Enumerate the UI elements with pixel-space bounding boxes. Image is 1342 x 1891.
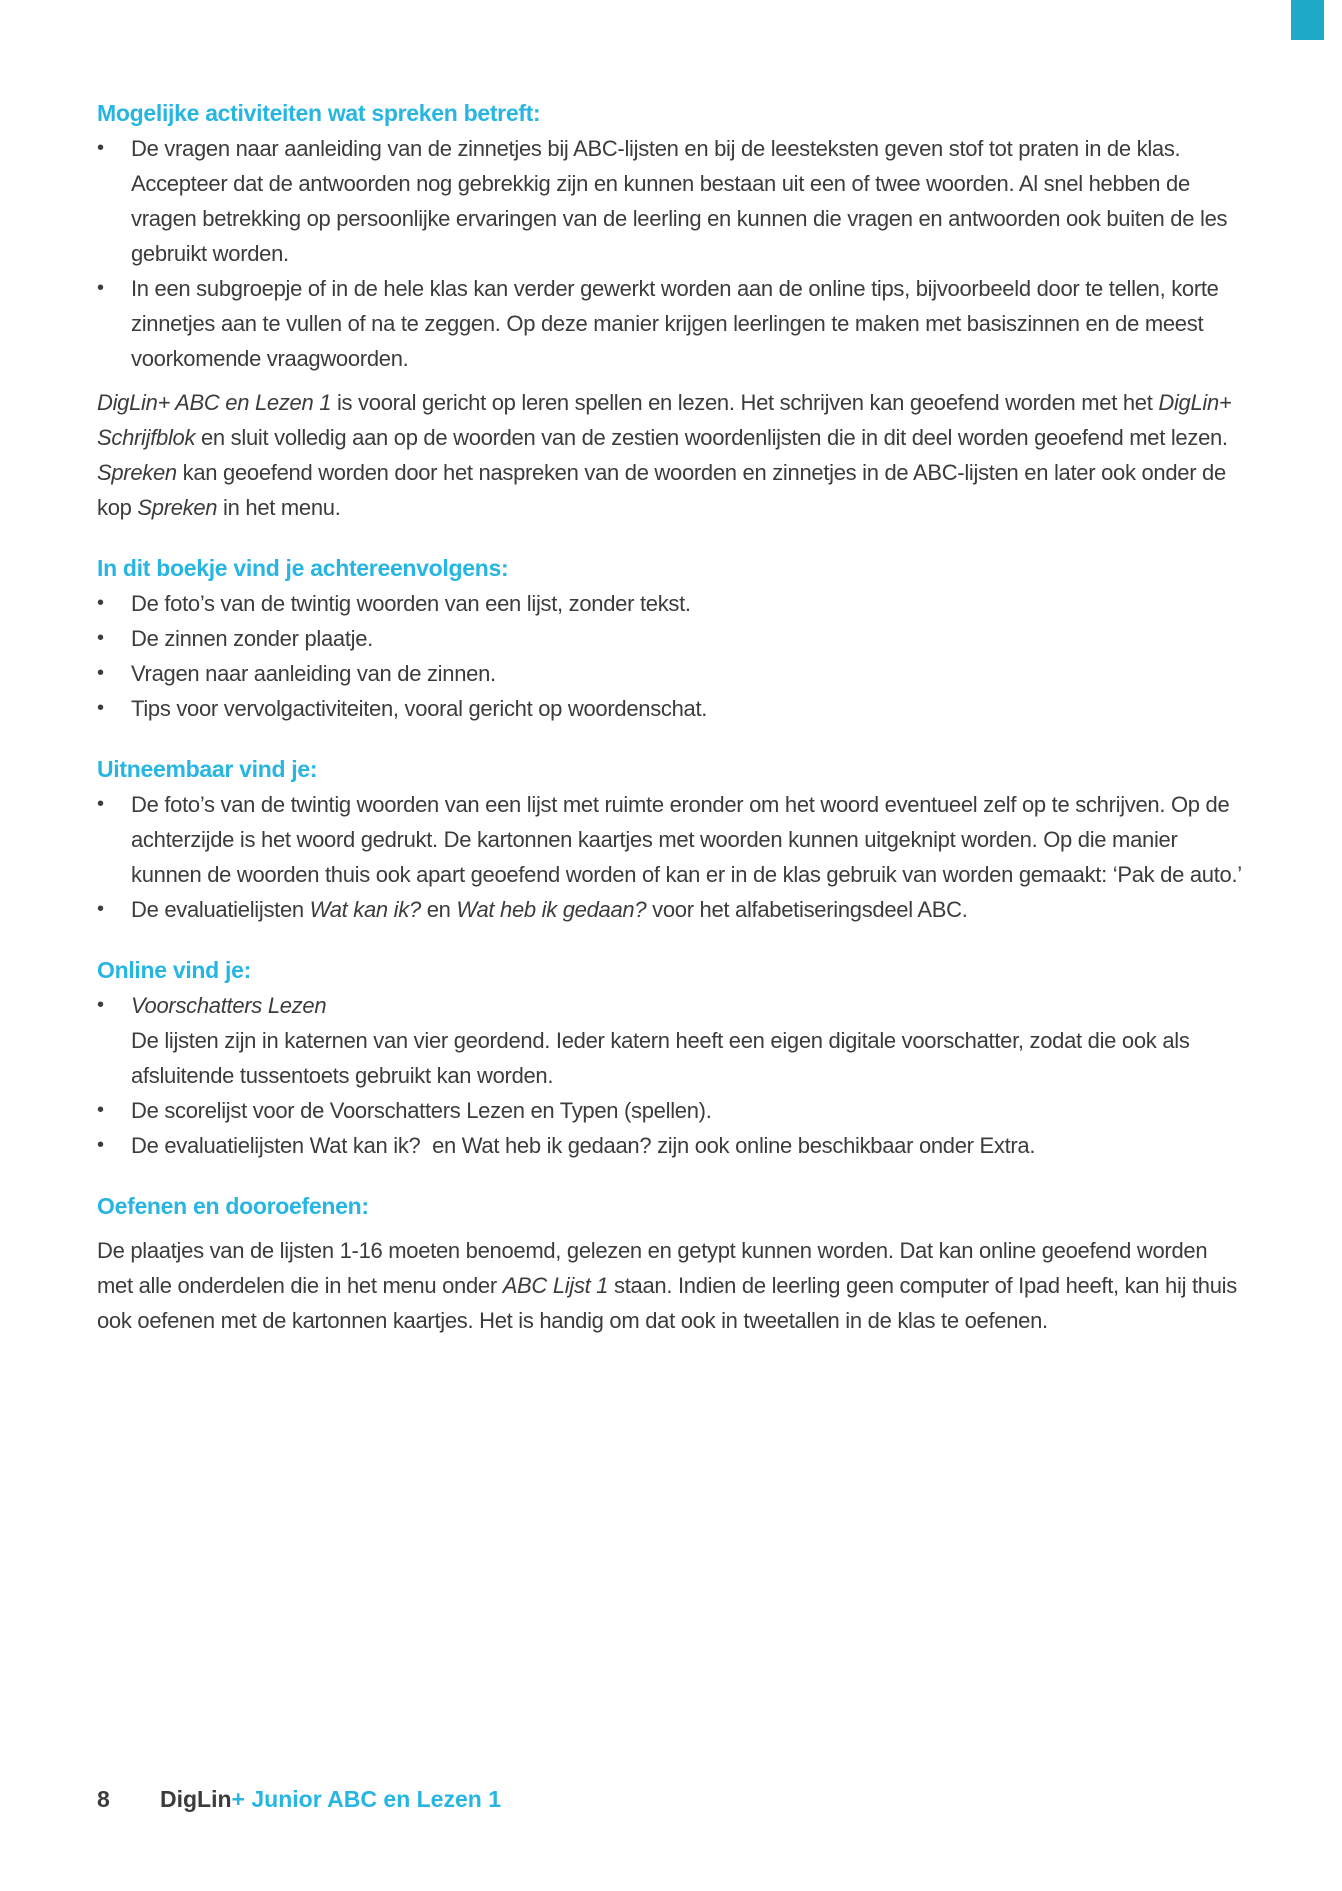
bullet-marker-icon: • bbox=[97, 793, 104, 815]
list-item-text bbox=[131, 271, 1245, 376]
section-heading: Mogelijke activiteiten wat spreken betreft: bbox=[97, 100, 541, 126]
footer-brand-dark: DigLin bbox=[160, 1786, 232, 1812]
list-item bbox=[97, 1093, 1245, 1128]
text-run: en bbox=[420, 897, 457, 922]
list-item-text bbox=[131, 1093, 1245, 1128]
bullet-marker-icon: • bbox=[97, 592, 104, 614]
page-footer bbox=[97, 1782, 501, 1817]
list-item-text bbox=[131, 586, 1245, 621]
bullet-marker-icon: • bbox=[97, 1134, 104, 1156]
paragraph bbox=[97, 385, 1245, 525]
bullet-list bbox=[97, 131, 1245, 376]
text-run: DigLin+ Schrijfblok bbox=[97, 390, 1232, 450]
list-item-text bbox=[131, 1128, 1245, 1163]
text-run: De lijsten zijn in katernen van vier geordend. Ieder katern heeft een eigen digitale voorschatter, zodat die ook als afsluitende tussentoets gebruikt kan worden. bbox=[131, 1028, 1190, 1088]
text-run: DigLin+ ABC en Lezen 1 bbox=[97, 390, 332, 415]
page-content bbox=[97, 96, 1245, 1338]
list-item bbox=[97, 787, 1245, 892]
text-run: De evaluatielijsten bbox=[131, 897, 310, 922]
bullet-list bbox=[97, 586, 1245, 726]
bullet-marker-icon: • bbox=[97, 277, 104, 299]
section-heading: Online vind je: bbox=[97, 957, 251, 983]
list-item bbox=[97, 271, 1245, 376]
bullet-marker-icon: • bbox=[97, 898, 104, 920]
text-run: is vooral gericht op leren spellen en lezen. Het schrijven kan geoefend worden met het bbox=[331, 390, 1159, 415]
footer-brand bbox=[160, 1782, 501, 1817]
text-run: Spreken bbox=[97, 460, 177, 485]
list-item bbox=[97, 988, 1245, 1093]
text-run: Voorschatters Lezen bbox=[131, 993, 327, 1018]
list-item bbox=[97, 621, 1245, 656]
text-run: Wat kan ik? bbox=[309, 897, 421, 922]
page-number: 8 bbox=[97, 1786, 110, 1812]
text-run: De zinnen zonder plaatje. bbox=[131, 626, 373, 651]
text-run: In een subgroepje of in de hele klas kan verder gewerkt worden aan de online tips, bijvoorbeeld door te tellen, korte zinnetjes aan te vullen of na te zeggen. Op deze manier krijgen leerlingen te maken met basiszinnen en de meest voorkomende vraagwoorden. bbox=[131, 276, 1219, 371]
list-item-text bbox=[131, 656, 1245, 691]
text-run: Spreken bbox=[137, 495, 218, 520]
text-run: De scorelijst voor de Voorschatters Lezen en Typen (spellen). bbox=[131, 1098, 712, 1123]
list-item-text bbox=[131, 621, 1245, 656]
section-heading: Uitneembaar vind je: bbox=[97, 756, 318, 782]
list-item-text bbox=[131, 691, 1245, 726]
bullet-list bbox=[97, 787, 1245, 927]
list-item bbox=[97, 1128, 1245, 1163]
list-item bbox=[97, 586, 1245, 621]
list-item-text bbox=[131, 892, 1245, 927]
text-run: voor het alfabetiseringsdeel ABC. bbox=[646, 897, 968, 922]
bullet-marker-icon: • bbox=[97, 994, 104, 1016]
footer-brand-accent: + Junior ABC en Lezen 1 bbox=[231, 1786, 501, 1812]
text-run: De plaatjes van de lijsten 1-16 moeten benoemd, gelezen en getypt kunnen worden. Dat kan online geoefend worden met alle onderdelen die in het menu onder bbox=[97, 1238, 1208, 1298]
list-item bbox=[97, 131, 1245, 271]
list-item bbox=[97, 691, 1245, 726]
text-run: De foto’s van de twintig woorden van een lijst met ruimte eronder om het woord eventueel zelf op te schrijven. Op de achterzijde is het woord gedrukt. De kartonnen kaartjes met woorden kunnen uitgeknipt worden. Op die manier kunnen de woorden thuis ook apart geoefend worden of kan er in de klas gebruik van worden gemaakt: ‘Pak de auto.’ bbox=[131, 792, 1242, 887]
corner-tab-mark bbox=[1291, 0, 1324, 40]
text-run: Wat heb ik gedaan? bbox=[456, 897, 647, 922]
bullet-list bbox=[97, 988, 1245, 1163]
text-run: De vragen naar aanleiding van de zinnetjes bij ABC-lijsten en bij de leesteksten geven stof tot praten in de klas. Accepteer dat de antwoorden nog gebrekkig zijn en kunnen bestaan uit een of twee woorden. Al snel hebben de vragen betrekking op persoonlijke ervaringen van de leerling en kunnen die vragen en antwoorden ook buiten de les gebruikt worden. bbox=[131, 136, 1228, 266]
text-run: Vragen naar aanleiding van de zinnen. bbox=[131, 661, 496, 686]
text-run: kan geoefend worden door het naspreken van de woorden en zinnetjes in de ABC-lijsten en later ook onder de kop bbox=[97, 460, 1226, 520]
list-item bbox=[97, 892, 1245, 927]
text-run: Tips voor vervolgactiviteiten, vooral gericht op woordenschat. bbox=[131, 696, 708, 721]
text-run: ABC Lijst 1 bbox=[502, 1273, 609, 1298]
bullet-marker-icon: • bbox=[97, 697, 104, 719]
section-heading: Oefenen en dooroefenen: bbox=[97, 1193, 369, 1219]
list-item-text bbox=[131, 131, 1245, 271]
text-run: De foto’s van de twintig woorden van een lijst, zonder tekst. bbox=[131, 591, 691, 616]
text-run: De evaluatielijsten Wat kan ik? en Wat heb ik gedaan? zijn ook online beschikbaar onder Extra. bbox=[131, 1133, 1036, 1158]
list-item bbox=[97, 656, 1245, 691]
bullet-marker-icon: • bbox=[97, 137, 104, 159]
text-run: staan. Indien de leerling geen computer of Ipad heeft, kan hij thuis ook oefenen met de kartonnen kaartjes. Het is handig om dat ook in tweetallen in de klas te oefenen. bbox=[97, 1273, 1237, 1333]
list-item-text bbox=[131, 787, 1245, 892]
section-heading: In dit boekje vind je achtereenvolgens: bbox=[97, 555, 509, 581]
text-run: en sluit volledig aan op de woorden van de zestien woordenlijsten die in dit deel worden geoefend met lezen. bbox=[195, 425, 1228, 450]
paragraph bbox=[97, 1233, 1245, 1338]
bullet-marker-icon: • bbox=[97, 1099, 104, 1121]
bullet-marker-icon: • bbox=[97, 627, 104, 649]
bullet-marker-icon: • bbox=[97, 662, 104, 684]
list-item-text bbox=[131, 988, 1245, 1093]
text-run: in het menu. bbox=[217, 495, 341, 520]
